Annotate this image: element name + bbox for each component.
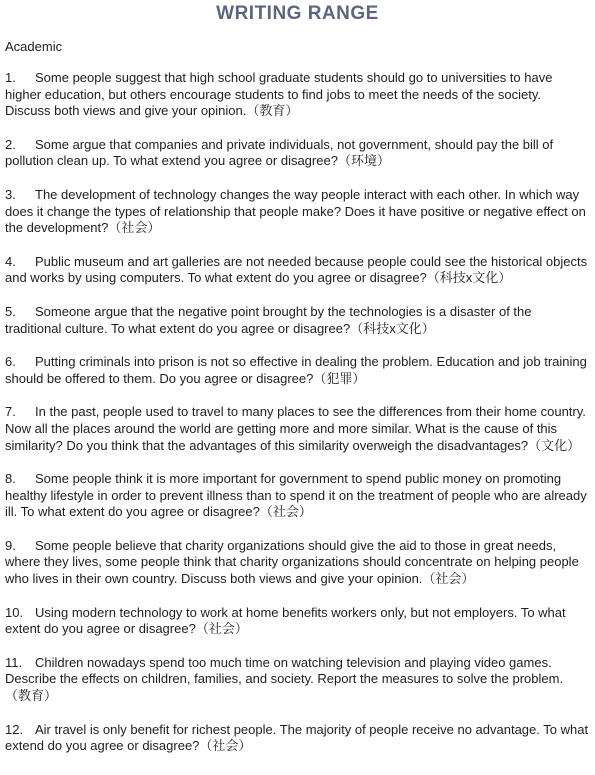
question-item bbox=[5, 70, 590, 120]
question-text: In the past, people used to travel to many places to see the differences from their home country. Now all the places around the world are getting more and more similar. What is the cause of this similarity? Do you think that the advantages of this similarity overweigh the disadvantages? bbox=[5, 404, 586, 453]
question-text: The development of technology changes the way people interact with each other. In which way does it change the types of relationship that people make? Does it have positive or negative effect on the development? bbox=[5, 186, 586, 236]
question-number: 3. bbox=[5, 186, 16, 202]
question-number: 4. bbox=[5, 253, 16, 269]
question-category-tag: （社会） bbox=[422, 571, 475, 587]
question-item bbox=[5, 471, 590, 521]
question-text: Children nowadays spend too much time on watching television and playing video games. Describe the effects on children, families, and society. Report the measures to solve the problem. bbox=[5, 654, 564, 687]
question-item bbox=[5, 538, 590, 588]
question-number: 10. bbox=[5, 604, 24, 620]
question-text: Air travel is only benefit for richest people. The majority of people receive no advantage. To what extend do you agree or disagree? bbox=[5, 721, 589, 754]
question-text: Using modern technology to work at home benefits workers only, but not employers. To what extent do you agree or disagree? bbox=[5, 604, 566, 637]
question-text: Some people suggest that high school graduate students should go to universities to have higher education, but others encourage students to find jobs to meet the needs of the society. Discuss both views and give your opinion. bbox=[5, 70, 553, 119]
question-text: Someone argue that the negative point brought by the technologies is a disaster of the traditional culture. To what extent do you agree or disagree? bbox=[5, 303, 532, 336]
question-number: 11. bbox=[5, 654, 23, 670]
question-category-tag: （科技x文化） bbox=[426, 270, 512, 286]
question-category-tag: （犯罪） bbox=[313, 370, 366, 386]
question-item bbox=[5, 304, 590, 337]
question-number: 9. bbox=[5, 537, 16, 553]
question-category-tag: （社会） bbox=[108, 220, 161, 236]
question-item bbox=[5, 404, 590, 454]
question-category-tag: （环境） bbox=[337, 153, 390, 169]
question-item bbox=[5, 254, 590, 287]
question-category-tag: （教育） bbox=[246, 103, 299, 119]
question-category-tag: （科技x文化） bbox=[350, 320, 435, 336]
question-item bbox=[5, 655, 590, 705]
question-category-tag: （社会） bbox=[199, 738, 252, 754]
page-title: WRITING RANGE bbox=[216, 3, 379, 24]
question-text: Some people think it is more important for government to spend public money on promoting healthy lifestyle in order to prevent illness than to spend it on the treatment of people who are already ill. To what extent do you agree or disagree? bbox=[5, 471, 587, 520]
question-number: 7. bbox=[5, 404, 16, 420]
section-label: Academic bbox=[5, 39, 63, 54]
question-number: 5. bbox=[5, 303, 16, 319]
question-number: 8. bbox=[5, 471, 16, 487]
question-text: Some people believe that charity organizations should give the aid to those in great needs, where they lives, some people think that charity organizations should concentrate on helping people who lives in their own country. Discuss both views and give your opinion. bbox=[5, 537, 579, 587]
question-text: Some argue that companies and private individuals, not government, should pay the bill of pollution clean up. To what extend you agree or disagree? bbox=[5, 136, 554, 169]
question-number: 12. bbox=[5, 721, 24, 737]
question-text: Public museum and art galleries are not needed because people could see the historical objects and works by using computers. To what extent do you agree or disagree? bbox=[5, 253, 588, 286]
question-item bbox=[5, 722, 590, 755]
question-item bbox=[5, 605, 590, 638]
question-text: Putting criminals into prison is not so effective in dealing the problem. Education and job training should be offered to them. Do you agree or disagree? bbox=[5, 354, 587, 386]
question-number: 6. bbox=[5, 354, 16, 370]
question-item bbox=[5, 187, 590, 237]
question-item bbox=[5, 137, 590, 170]
question-number: 2. bbox=[5, 136, 16, 152]
question-item bbox=[5, 354, 590, 387]
question-number: 1. bbox=[5, 70, 16, 85]
question-category-tag: （教育） bbox=[5, 688, 58, 704]
question-category-tag: （社会） bbox=[259, 504, 312, 520]
question-list bbox=[5, 70, 590, 755]
question-category-tag: （文化） bbox=[528, 437, 581, 453]
question-category-tag: （社会） bbox=[195, 621, 248, 637]
